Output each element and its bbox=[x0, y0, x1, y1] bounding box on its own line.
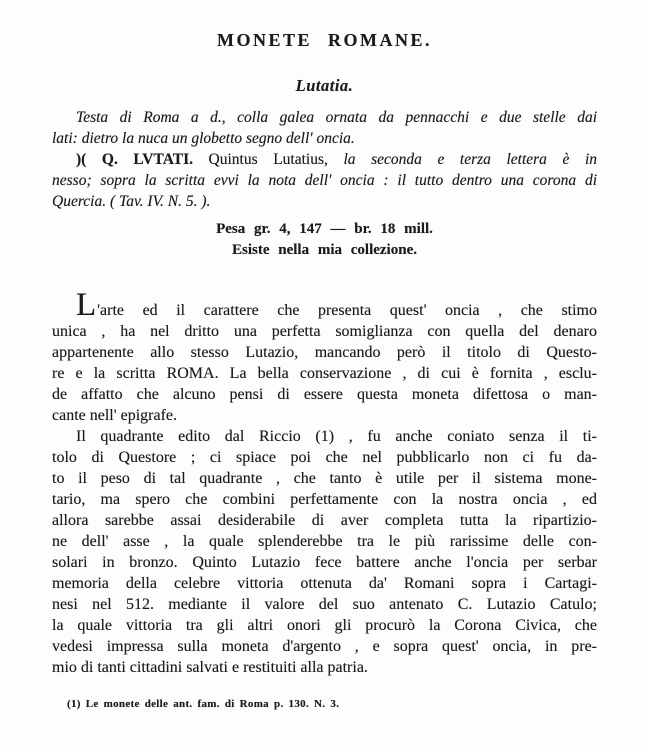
text-line bbox=[52, 287, 597, 323]
weight-line: Pesa gr. 4, 147 — br. 18 mill. bbox=[216, 221, 433, 237]
text-line bbox=[52, 636, 597, 657]
book-page bbox=[0, 30, 646, 746]
text-line bbox=[52, 128, 597, 149]
text-line bbox=[52, 468, 597, 489]
text-line bbox=[52, 510, 597, 531]
text-line bbox=[52, 489, 597, 510]
text-line bbox=[52, 573, 597, 594]
footnote: (1) Le monete delle ant. fam. di Roma p. 130. N. 3. bbox=[67, 698, 340, 710]
text-segment: allora sarebbe assai desiderabile di aver completa tutta la ripartizio- bbox=[52, 512, 597, 529]
text-segment: la seconda e terza lettera è in bbox=[343, 151, 598, 168]
text-segment: ne dell' asse , la quale splenderebbe tra le più rarissime delle con- bbox=[52, 533, 597, 550]
initial-capital: L bbox=[76, 287, 98, 323]
text-segment: vedesi impressa sulla moneta d'argento , e sopra quest' oncia, in pre- bbox=[52, 638, 597, 655]
text-segment: to il peso di tal quadrante , che tanto è utile per il sistema mone- bbox=[52, 470, 597, 487]
text-line bbox=[52, 321, 597, 342]
text-segment: mio di tanti cittadini salvati e restituiti alla patria. bbox=[52, 659, 368, 676]
text-segment: tolo di Questore ; ci spiace poi che nel pubblicarlo non ci fu da- bbox=[52, 449, 597, 466]
text-line bbox=[52, 170, 597, 191]
text-segment: )( Q. LVTATI. bbox=[76, 151, 193, 168]
text-line bbox=[52, 363, 597, 384]
coin-description-paragraph bbox=[52, 107, 597, 149]
text-segment: de affatto che alcuno pensi di essere questa moneta difettosa o man- bbox=[52, 386, 597, 403]
text-segment: lati: dietro la nuca un globetto segno dell' oncia. bbox=[52, 130, 355, 147]
text-segment: tario, ma spero che combini perfettamente con la nostra oncia , ed bbox=[52, 491, 597, 508]
text-segment: Il quadrante edito dal Riccio (1) , fu anche coniato senza il ti- bbox=[76, 428, 597, 445]
text-segment: solari in bronzo. Quinto Lutazio fece battere anche l'oncia per serbar bbox=[52, 554, 597, 571]
text-line bbox=[52, 342, 597, 363]
text-segment: unica , ha nel dritto una perfetta somiglianza con quella del denaro bbox=[52, 323, 597, 340]
text-line bbox=[52, 552, 597, 573]
text-segment: Quintus Lutatius, bbox=[192, 151, 344, 168]
text-line bbox=[52, 531, 597, 552]
text-segment: Quercia. ( Tav. IV. N. 5. ). bbox=[52, 193, 211, 210]
text-segment: re e la scritta ROMA. La bella conservazione , di cui è fornita , esclu- bbox=[52, 365, 597, 382]
text-line bbox=[52, 107, 597, 128]
text-line bbox=[52, 447, 597, 468]
text-segment: 'arte ed il carattere che presenta quest' oncia , che stimo bbox=[97, 302, 597, 319]
coin-data-block bbox=[52, 219, 597, 261]
text-segment: memoria della celebre vittoria ottenuta da' Romani sopra i Cartagi- bbox=[52, 575, 597, 592]
collection-line: Esiste nella mia collezione. bbox=[232, 242, 417, 258]
text-segment: nesi nel 512. mediante il valore del suo antenato C. Lutazio Catulo; bbox=[52, 596, 597, 613]
body-paragraph-1 bbox=[52, 287, 597, 426]
text-line bbox=[52, 149, 597, 170]
text-segment: la quale vittoria tra gli altri onori gli procurò la Corona Civica, che bbox=[52, 617, 597, 634]
text-line bbox=[52, 426, 597, 447]
section-title: Lutatia. bbox=[295, 76, 354, 95]
body-paragraph-2 bbox=[52, 426, 597, 678]
text-line bbox=[52, 615, 597, 636]
text-line bbox=[52, 657, 597, 678]
text-segment: appartenente allo stesso Lutazio, mancando però il titolo di Questo- bbox=[52, 344, 597, 361]
text-segment: Testa di Roma a d., colla galea ornata da pennacchi e due stelle dai bbox=[76, 109, 597, 126]
text-line bbox=[52, 594, 597, 615]
text-line bbox=[52, 405, 597, 426]
text-line bbox=[52, 191, 597, 212]
text-line bbox=[52, 384, 597, 405]
page-title: MONETE ROMANE. bbox=[217, 30, 432, 50]
coin-legend-paragraph bbox=[52, 149, 597, 212]
text-segment: cante nell' epigrafe. bbox=[52, 407, 178, 424]
text-segment: nesso; sopra la scritta evvi la nota dell' oncia : il tutto dentro una corona di bbox=[52, 172, 597, 189]
